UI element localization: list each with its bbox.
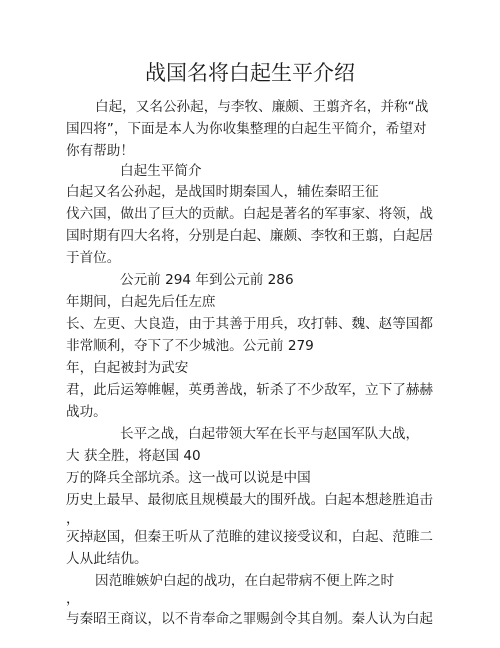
body-line: 大 获全胜，将赵国 40: [66, 448, 201, 464]
body-line: 灭掉赵国，但秦王听从了范睢的建议接受议和，白起、范睢二: [66, 529, 434, 545]
body-line: 万的降兵全部坑杀。这一战可以说是中国: [66, 470, 311, 486]
body-line: ，: [66, 591, 80, 607]
body-line: 白起又名公孙起，是战国时期秦国人，辅佐秦昭王征: [66, 184, 379, 200]
body-line: 国时期有四大名将，分别是白起、廉颇、李牧和王翦，白起居: [66, 228, 434, 244]
intro-line-2: 国四将”，下面是本人为你收集整理的白起生平简介，希望对: [66, 121, 427, 137]
body-line: 于首位。: [66, 250, 121, 266]
body-line: 年期间，白起先后任左庶: [66, 294, 216, 310]
body-line: ，: [66, 511, 80, 527]
body-line: 战功。: [66, 404, 107, 420]
section-heading: 白起生平简介: [120, 163, 202, 179]
body-line: 君，此后运筹帷幄，英勇善战，斩杀了不少敌军，立下了赫赫: [66, 382, 434, 398]
body-line: 年，白起被封为武安: [66, 360, 189, 376]
body-line: 与秦昭王商议，以不肯奉命之罪赐剑令其自刎。秦人认为白起: [66, 611, 434, 627]
body-line: 人从此结仇。: [66, 551, 148, 567]
body-line: 公元前 294 年到公元前 286: [120, 272, 294, 288]
body-line: 因范睢嫉妒白起的战功，在白起带病不便上阵之时: [95, 573, 395, 589]
body-line: 非常顺利，夺下了不少城池。公元前 279: [66, 338, 314, 354]
intro-line-3: 你有帮助！: [66, 143, 134, 159]
body-line: 长平之战，白起带领大军在长平与赵国军队大战，: [120, 426, 420, 442]
page-title: 战国名将白起生平介绍: [145, 61, 355, 85]
body-line: 长、左更、大良造，由于其善于用兵，攻打韩、魏、赵等国都: [66, 316, 434, 332]
intro-line-1: 白起，又名公孙起，与李牧、廉颇、王翦齐名，并称“战: [95, 99, 429, 115]
body-line: 历史上最早、最彻底且规模最大的围歼战。白起本想趁胜追击: [66, 492, 434, 508]
body-line: 伐六国，做出了巨大的贡献。白起是著名的军事家、将领，战: [66, 206, 434, 222]
